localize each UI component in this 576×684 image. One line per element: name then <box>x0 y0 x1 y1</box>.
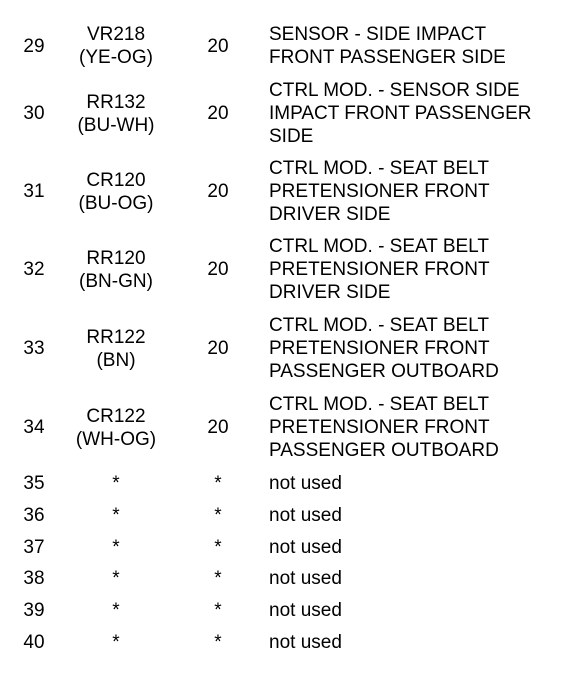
circuit-code <box>62 22 170 70</box>
circuit-code-text: VR218 (YE-OG) <box>79 24 153 68</box>
circuit-function <box>269 78 573 149</box>
circuit-function-text: CTRL MOD. - SEAT BELT PRETENSIONER FRONT DRIVER SIDE <box>269 158 490 225</box>
wire-gauge: 20 <box>207 338 229 359</box>
pin-number: 29 <box>23 35 45 57</box>
wire-gauge: 20 <box>207 259 229 280</box>
circuit-code <box>62 313 170 384</box>
circuit-code: * <box>112 536 120 558</box>
circuit-function-text: CTRL MOD. - SEAT BELT PRETENSIONER FRONT DRIVER SIDE <box>269 236 490 303</box>
pin-number: 39 <box>23 599 45 621</box>
pin-number: 32 <box>23 259 45 280</box>
pin-number: 35 <box>23 472 45 494</box>
circuit-code <box>62 234 170 305</box>
wire-gauge: * <box>214 536 222 558</box>
pin-number: 40 <box>23 631 45 653</box>
wire-gauge: * <box>214 599 222 621</box>
wire-gauge: * <box>214 504 222 526</box>
pin-number: 37 <box>23 536 45 558</box>
circuit-code-text: CR120 (BU-OG) <box>78 169 154 214</box>
circuit-function <box>269 22 573 70</box>
wire-gauge: 20 <box>207 417 229 438</box>
table-row <box>0 534 576 560</box>
wire-gauge: 20 <box>207 35 229 57</box>
circuit-function-text: CTRL MOD. - SEAT BELT PRETENSIONER FRONT PASSENGER OUTBOARD <box>269 315 499 382</box>
circuit-function <box>269 234 573 305</box>
wire-gauge: 20 <box>207 181 229 202</box>
circuit-code-text: CR122 (WH-OG) <box>75 405 157 450</box>
table-row <box>0 156 576 227</box>
circuit-code: * <box>112 631 120 653</box>
wire-gauge: * <box>214 472 222 494</box>
circuit-function: not used <box>269 567 342 589</box>
circuit-code <box>62 392 170 463</box>
table-row <box>0 313 576 384</box>
pin-number: 34 <box>23 417 45 438</box>
circuit-code <box>62 78 170 149</box>
table-row <box>0 629 576 655</box>
circuit-function: not used <box>269 472 342 494</box>
circuit-code: * <box>112 599 120 621</box>
wire-gauge: * <box>214 631 222 653</box>
table-row <box>0 565 576 591</box>
circuit-function <box>269 156 573 227</box>
wire-gauge: * <box>214 567 222 589</box>
pin-number: 38 <box>23 567 45 589</box>
circuit-function <box>269 313 573 384</box>
circuit-function-text: CTRL MOD. - SEAT BELT PRETENSIONER FRONT PASSENGER OUTBOARD <box>269 394 499 461</box>
pin-number: 33 <box>23 338 45 359</box>
pin-number: 30 <box>23 103 45 124</box>
circuit-function-text: CTRL MOD. - SENSOR SIDE IMPACT FRONT PASSENGER SIDE <box>269 80 532 147</box>
circuit-function-text: SENSOR - SIDE IMPACT FRONT PASSENGER SIDE <box>269 24 506 68</box>
circuit-code-text: RR122 (BN) <box>86 326 146 371</box>
circuit-code-text: RR132 (BU-WH) <box>77 91 155 136</box>
table-row <box>0 78 576 149</box>
wire-gauge: 20 <box>207 103 229 124</box>
table-row <box>0 470 576 496</box>
circuit-code: * <box>112 472 120 494</box>
circuit-code: * <box>112 504 120 526</box>
circuit-function: not used <box>269 504 342 526</box>
circuit-function: not used <box>269 599 342 621</box>
circuit-function: not used <box>269 536 342 558</box>
circuit-code: * <box>112 567 120 589</box>
pin-number: 31 <box>23 181 45 202</box>
circuit-function: not used <box>269 631 342 653</box>
table-row <box>0 234 576 305</box>
circuit-code <box>62 156 170 227</box>
table-row <box>0 392 576 463</box>
table-row <box>0 22 576 70</box>
table-row <box>0 502 576 528</box>
circuit-function <box>269 392 573 463</box>
circuit-code-text: RR120 (BN-GN) <box>79 247 153 292</box>
table-row <box>0 597 576 623</box>
pin-number: 36 <box>23 504 45 526</box>
